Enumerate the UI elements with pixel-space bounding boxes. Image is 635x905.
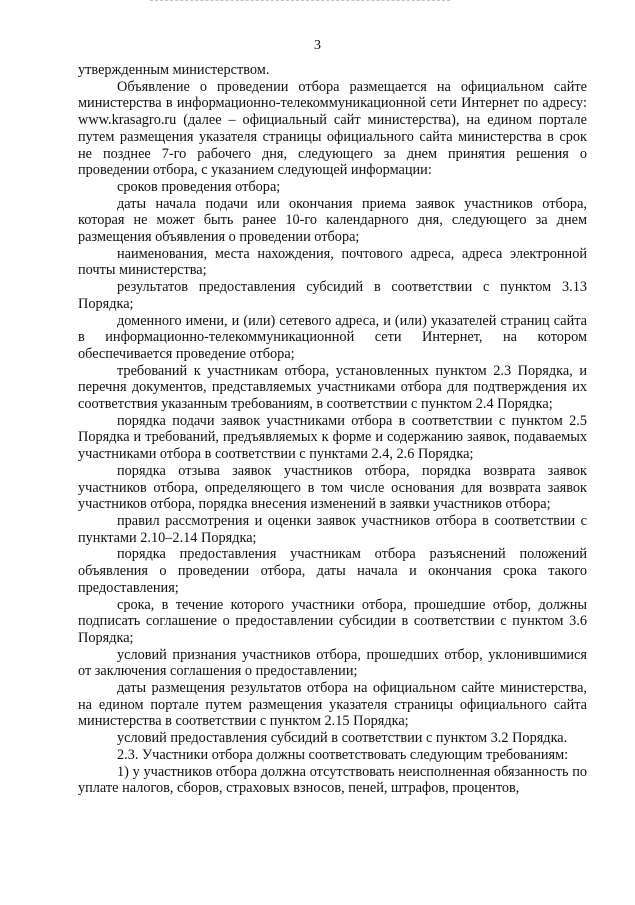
list-item-agreement-deadline: срока, в течение которого участники отбора, прошедшие отбор, должны подписать соглашение о предоставлении субсидии в соответствии с пунктом 3.6 Порядка; bbox=[78, 596, 587, 646]
list-item-evaluation-rules: правил рассмотрения и оценки заявок участников отбора в соответствии с пунктами 2.10–2.14 Порядка; bbox=[78, 512, 587, 546]
paragraph-continuation: утвержденным министерством. bbox=[78, 62, 270, 78]
list-item-clarification-procedure: порядка предоставления участникам отбора разъяснений положений объявления о проведении отбора, даты начала и окончания срока такого предоставления; bbox=[78, 546, 587, 596]
paragraph-announcement: Объявление о проведении отбора размещается на официальном сайте министерства в информационно-телекоммуникационной сети Интернет по адресу: www.krasagro.ru (далее – официальный сайт министерства), на едином портале путем размещения указателя страницы официального сайта министерства в срок не позднее 7-го рабочего дня, следующего за днем принятия решения о проведении отбора, с указанием следующей информации: bbox=[78, 78, 587, 179]
requirement-item-1: 1) у участников отбора должна отсутствовать неисполненная обязанность по уплате налогов, сборов, страховых взносов, пеней, штрафов, процентов, bbox=[78, 763, 587, 797]
list-item-submission-procedure: порядка подачи заявок участниками отбора в соответствии с пунктом 2.5 Порядка и требований, предъявляемых к форме и содержанию заявок, подаваемых участниками отбора в соответствии с пунктами 2.4, 2.6 Порядка; bbox=[78, 412, 587, 463]
list-item-withdrawal-procedure: порядка отзыва заявок участников отбора, порядка возврата заявок участников отбора, определяющего в том числе основания для возврата заявок участников отбора, порядка внесения изменений в заявки участников отбора; bbox=[78, 462, 587, 513]
list-item-selection-dates: сроков проведения отбора; bbox=[117, 178, 281, 195]
list-item-subsidy-results: результатов предоставления субсидий в соответствии с пунктом 3.13 Порядка; bbox=[78, 279, 587, 312]
list-item-subsidy-conditions: условий предоставления субсидий в соответствии с пунктом 3.2 Порядка. bbox=[117, 730, 568, 747]
scan-edge-mark bbox=[150, 0, 450, 2]
list-item-results-publication: даты размещения результатов отбора на официальном сайте министерства, на едином портале путем размещения указателя страницы официального сайта министерства в соответствии с пунктом 2.15 Порядка; bbox=[78, 680, 587, 730]
list-item-ministry-contacts: наименования, места нахождения, почтового адреса, адреса электронной почты министерства; bbox=[78, 245, 587, 279]
list-item-participant-requirements: требований к участникам отбора, установленных пунктом 2.3 Порядка, и перечня документов, представляемых участниками отбора для подтверждения их соответствия указанным требованиям, в соответствии с пунктом 2.4 Порядка; bbox=[78, 362, 587, 413]
list-item-application-dates: даты начала подачи или окончания приема заявок участников отбора, которая не может быть ранее 10-го календарного дня, следующего за днем размещения объявления о проведении отбора; bbox=[78, 195, 587, 246]
document-body bbox=[78, 62, 587, 797]
page-number: 3 bbox=[314, 38, 321, 53]
section-heading-2-3: 2.3. Участники отбора должны соответствовать следующим требованиям: bbox=[117, 746, 569, 763]
list-item-evasion-conditions: условий признания участников отбора, прошедших отбор, уклонившимися от заключения соглашения о предоставлении; bbox=[78, 646, 587, 680]
list-item-domain-name: доменного имени, и (или) сетевого адреса, и (или) указателей страниц сайта в информационно-телекоммуникационной сети Интернет, на котором обеспечивается проведение отбора; bbox=[78, 312, 587, 362]
